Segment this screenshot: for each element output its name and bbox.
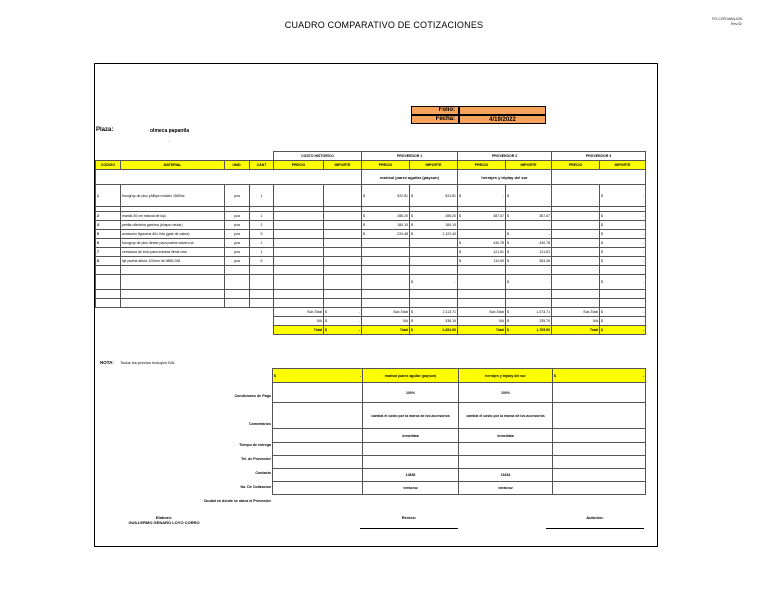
plaza-value: olmeca papantla xyxy=(150,128,190,134)
total-row: Total $ - Total $ 2,451.90 Total $ 1,709.50 Total $ - xyxy=(96,326,646,335)
label-no-cotizacion: No. De Cotizacion xyxy=(240,485,271,489)
p1-subtotal: 2,113.71 xyxy=(442,310,457,314)
group-proveedor-2: PROVEEDOR 2 xyxy=(458,152,552,161)
reviso-label: Revisó: xyxy=(401,515,417,520)
quotation-table xyxy=(95,151,646,335)
column-header-row xyxy=(96,161,646,170)
col-precio: PRECIO xyxy=(552,161,600,170)
summary-p2-name: herrajes y triplay del sur xyxy=(459,369,553,383)
p2-total: 1,709.50 xyxy=(536,328,551,332)
col-cant: CANT xyxy=(250,161,274,170)
nota-label: NOTA: xyxy=(100,360,114,365)
col-importe: IMPORTE xyxy=(410,161,458,170)
col-umd: UMD. xyxy=(225,161,250,170)
document-code xyxy=(712,17,742,27)
summary-header-row: $ - marisol juarez aguilar (payson) herrajes y triplay del sur $ - xyxy=(273,369,646,383)
group-proveedor-1: PROVEEDOR 1 xyxy=(362,152,458,161)
summary-table: $ - marisol juarez aguilar (payson) herrajes y triplay del sur $ - 100% 100% cambia el costo por la marca de los accesorios cambia el costo por la marca de los accesorios inmediata inmediata 14838 21834 veracruz veracruz xyxy=(272,368,646,495)
blank-row: $ - $ - $ - xyxy=(96,275,646,290)
reviso-line xyxy=(360,528,458,529)
folio-label: Folio: xyxy=(411,106,459,115)
nota-text: Todos los precios Incluyen IVA. xyxy=(120,360,176,365)
col-material: MATERIAL xyxy=(121,161,225,170)
col-precio: PRECIO xyxy=(458,161,506,170)
supplier-1-name: marisol juarez aguilar (payson) xyxy=(362,170,458,185)
supplier-2-name: herrajes y triplay del sur xyxy=(458,170,552,185)
label-telefono: Tel. de Proveedor xyxy=(241,457,271,461)
elaboro-label: Elaboró: xyxy=(155,515,173,520)
blank-row xyxy=(96,266,646,275)
label-comentarios: Comentarios xyxy=(249,422,271,426)
col-importe: IMPORTE xyxy=(506,161,552,170)
group-header-row xyxy=(96,152,646,161)
col-precio: PRECIO xyxy=(274,161,324,170)
page-title: CUADRO COMPARATIVO DE COTIZACIONES xyxy=(284,20,484,30)
table-row: 1 focogrop de piso phillips modelo 1560ns pza 1 $ 522.81 $ 522.81 $ - $ - $ - xyxy=(96,185,646,207)
p1-iva: 338.19 xyxy=(445,319,457,323)
col-importe: IMPORTE xyxy=(324,161,362,170)
elaboro-block xyxy=(118,515,210,525)
table-row: 4 perilla cilindrica garrima (chapa rotular) pza 1 $ 184.10 $ 184.10 $ - xyxy=(96,221,646,230)
autorizo-line xyxy=(546,528,644,529)
p3-total: - xyxy=(642,328,645,332)
supplier-name-row xyxy=(96,170,646,185)
blank-row xyxy=(96,290,646,299)
label-tiempo: Tiempo de entrega xyxy=(239,443,271,447)
elaboro-name: GUILLERMO GENARO LOYO CORRO xyxy=(128,520,200,525)
fecha-label: Fecha: xyxy=(411,115,459,124)
fecha-field[interactable]: 4/19/2022 xyxy=(459,115,546,124)
p3-subtotal: - xyxy=(642,310,645,314)
label-condiciones: Condiciones de Pago xyxy=(234,394,271,398)
subtotal-row: Sub-Total $ - Sub-Total $ 2,113.71 Sub-Total $ 1,473.71 Sub-Total $ - xyxy=(96,308,646,317)
col-precio: PRECIO xyxy=(362,161,410,170)
group-proveedor-3: PROVEEDOR 3 xyxy=(552,152,646,161)
col-codigo: CODIGO xyxy=(96,161,121,170)
group-historico: COSTO HISTÓRICO xyxy=(274,152,362,161)
supplier-3-name xyxy=(552,170,646,185)
p3-iva: - xyxy=(642,319,645,323)
label-ciudad: Ciudad en donde se ubica el Proveedor xyxy=(203,499,271,503)
autorizo-block xyxy=(546,515,644,529)
form-code: FO-COR-MAN-026 xyxy=(712,17,742,21)
label-contacto: Contacto xyxy=(255,471,271,475)
p2-subtotal: 1,473.71 xyxy=(536,310,551,314)
reviso-block xyxy=(360,515,458,529)
table-row: 2 manila 30 cm natural de lujo pza 1 $ 285.20 $ 285.20 $ 387.67 $ 387.67 $ - xyxy=(96,212,646,221)
summary-p1-name: marisol juarez aguilar (payson) xyxy=(363,369,459,383)
table-row: 6 focogrop de piso dexter para puerta vaivén na pza 1 $ 430.78 $ 430.78 $ - xyxy=(96,239,646,248)
table-row: 7 cerradura de bolo para entrada llimar loso pza 1 $ 121.81 $ 121.81 $ - xyxy=(96,248,646,257)
folio-field[interactable] xyxy=(459,106,546,115)
plaza-sub: . xyxy=(169,138,171,144)
col-importe: IMPORTE xyxy=(600,161,646,170)
p2-iva: 235.79 xyxy=(539,319,551,323)
autorizo-label: Autorizó: xyxy=(586,515,604,520)
plaza-label: Plaza: xyxy=(96,127,114,133)
p1-total: 2,451.90 xyxy=(442,328,457,332)
revision-code: Rev.02 xyxy=(731,22,742,26)
blank-row xyxy=(96,299,646,308)
iva-row: IVA $ - IVA $ 338.19 IVA $ 235.79 IVA $ - xyxy=(96,317,646,326)
table-row: 8 tije puerta altura 120mm nb 0860-026 pza 5 $ 110.69 $ 553.45 $ - xyxy=(96,257,646,266)
table-row: 5 accesorio flypuerta 60x 0da (gato de cabra) pza 5 $ 224.48 $ 1,122.40 $ - $ - xyxy=(96,230,646,239)
